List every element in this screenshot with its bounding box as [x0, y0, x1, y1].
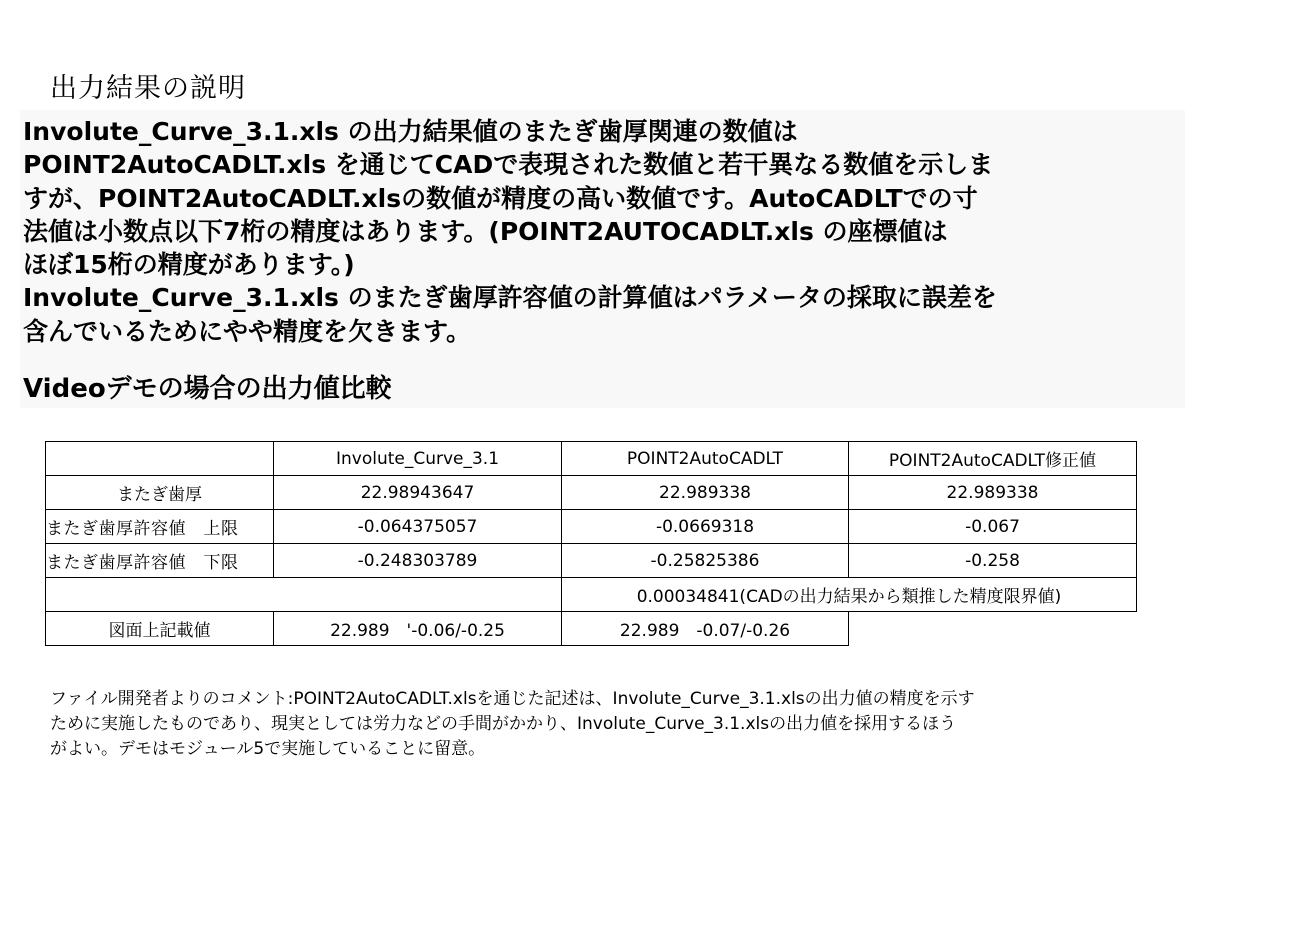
paragraph-line: Involute_Curve_3.1.xls の出力結果値のまたぎ歯厚関連の数値は — [23, 117, 798, 146]
table-cell: -0.067 — [849, 510, 1137, 544]
table-cell: -0.258 — [849, 544, 1137, 578]
developer-comment — [50, 687, 1170, 762]
paragraph-line: POINT2AutoCADLT.xls を通じてCADで表現された数値と若干異なる数値を示しま — [23, 150, 994, 180]
table-cell: -0.25825386 — [562, 544, 849, 578]
table-empty-cell — [46, 578, 562, 612]
section-heading: Videoデモの場合の出力値比較 — [23, 374, 392, 404]
table-header-cell: Involute_Curve_3.1 — [274, 442, 562, 476]
table-header-cell — [46, 442, 274, 476]
table-header-row — [46, 442, 1137, 476]
table-row-label: またぎ歯厚許容値 上限 — [46, 510, 274, 544]
table-cell: 22.989 -0.07/-0.26 — [562, 612, 849, 646]
explanation-paragraph — [23, 115, 1183, 348]
table-cell: 22.989 '-0.06/-0.25 — [274, 612, 562, 646]
comment-line: ために実施したものであり、現実としては労力などの手間がかかり、Involute_Curve_3.1.xlsの出力値を採用するほう — [50, 714, 957, 734]
precision-note-cell: 0.00034841(CADの出力結果から類推した精度限界値) — [562, 578, 1137, 612]
table-cell: 22.98943647 — [274, 476, 562, 510]
table-row-label: またぎ歯厚 — [46, 476, 274, 510]
table-cell: 22.989338 — [849, 476, 1137, 510]
paragraph-line: すが、POINT2AutoCADLT.xlsの数値が精度の高い数値です。AutoCADLTでの寸 — [23, 183, 978, 213]
paragraph-line: ほぼ15桁の精度があります。) — [23, 250, 355, 280]
comment-line: がよい。デモはモジュール5で実施していることに留意。 — [50, 739, 486, 759]
table-row-label: またぎ歯厚許容値 下限 — [46, 544, 274, 578]
table-empty-cell — [849, 612, 1137, 646]
table-cell: -0.064375057 — [274, 510, 562, 544]
page-title: 出力結果の説明 — [50, 73, 246, 104]
table-cell: -0.0669318 — [562, 510, 849, 544]
table-row — [46, 510, 1137, 544]
table-header-cell: POINT2AutoCADLT修正値 — [849, 442, 1137, 476]
table-row — [46, 544, 1137, 578]
table-row — [46, 476, 1137, 510]
comparison-table — [45, 441, 1137, 646]
table-header-cell: POINT2AutoCADLT — [562, 442, 849, 476]
table-cell: 22.989338 — [562, 476, 849, 510]
table-row-label: 図面上記載値 — [46, 612, 274, 646]
table-cell: -0.248303789 — [274, 544, 562, 578]
paragraph-line: 含んでいるためにやや精度を欠きます。 — [23, 316, 472, 346]
comment-line: ファイル開発者よりのコメント:POINT2AutoCADLT.xlsを通じた記述は、Involute_Curve_3.1.xlsの出力値の精度を示す — [50, 689, 975, 709]
paragraph-line: Involute_Curve_3.1.xls のまたぎ歯厚許容値の計算値はパラメータの採取に誤差を — [23, 283, 997, 313]
paragraph-line: 法値は小数点以下7桁の精度はあります。(POINT2AUTOCADLT.xls の座標値は — [23, 216, 948, 246]
table-row — [46, 612, 1137, 646]
table-row — [46, 578, 1137, 612]
